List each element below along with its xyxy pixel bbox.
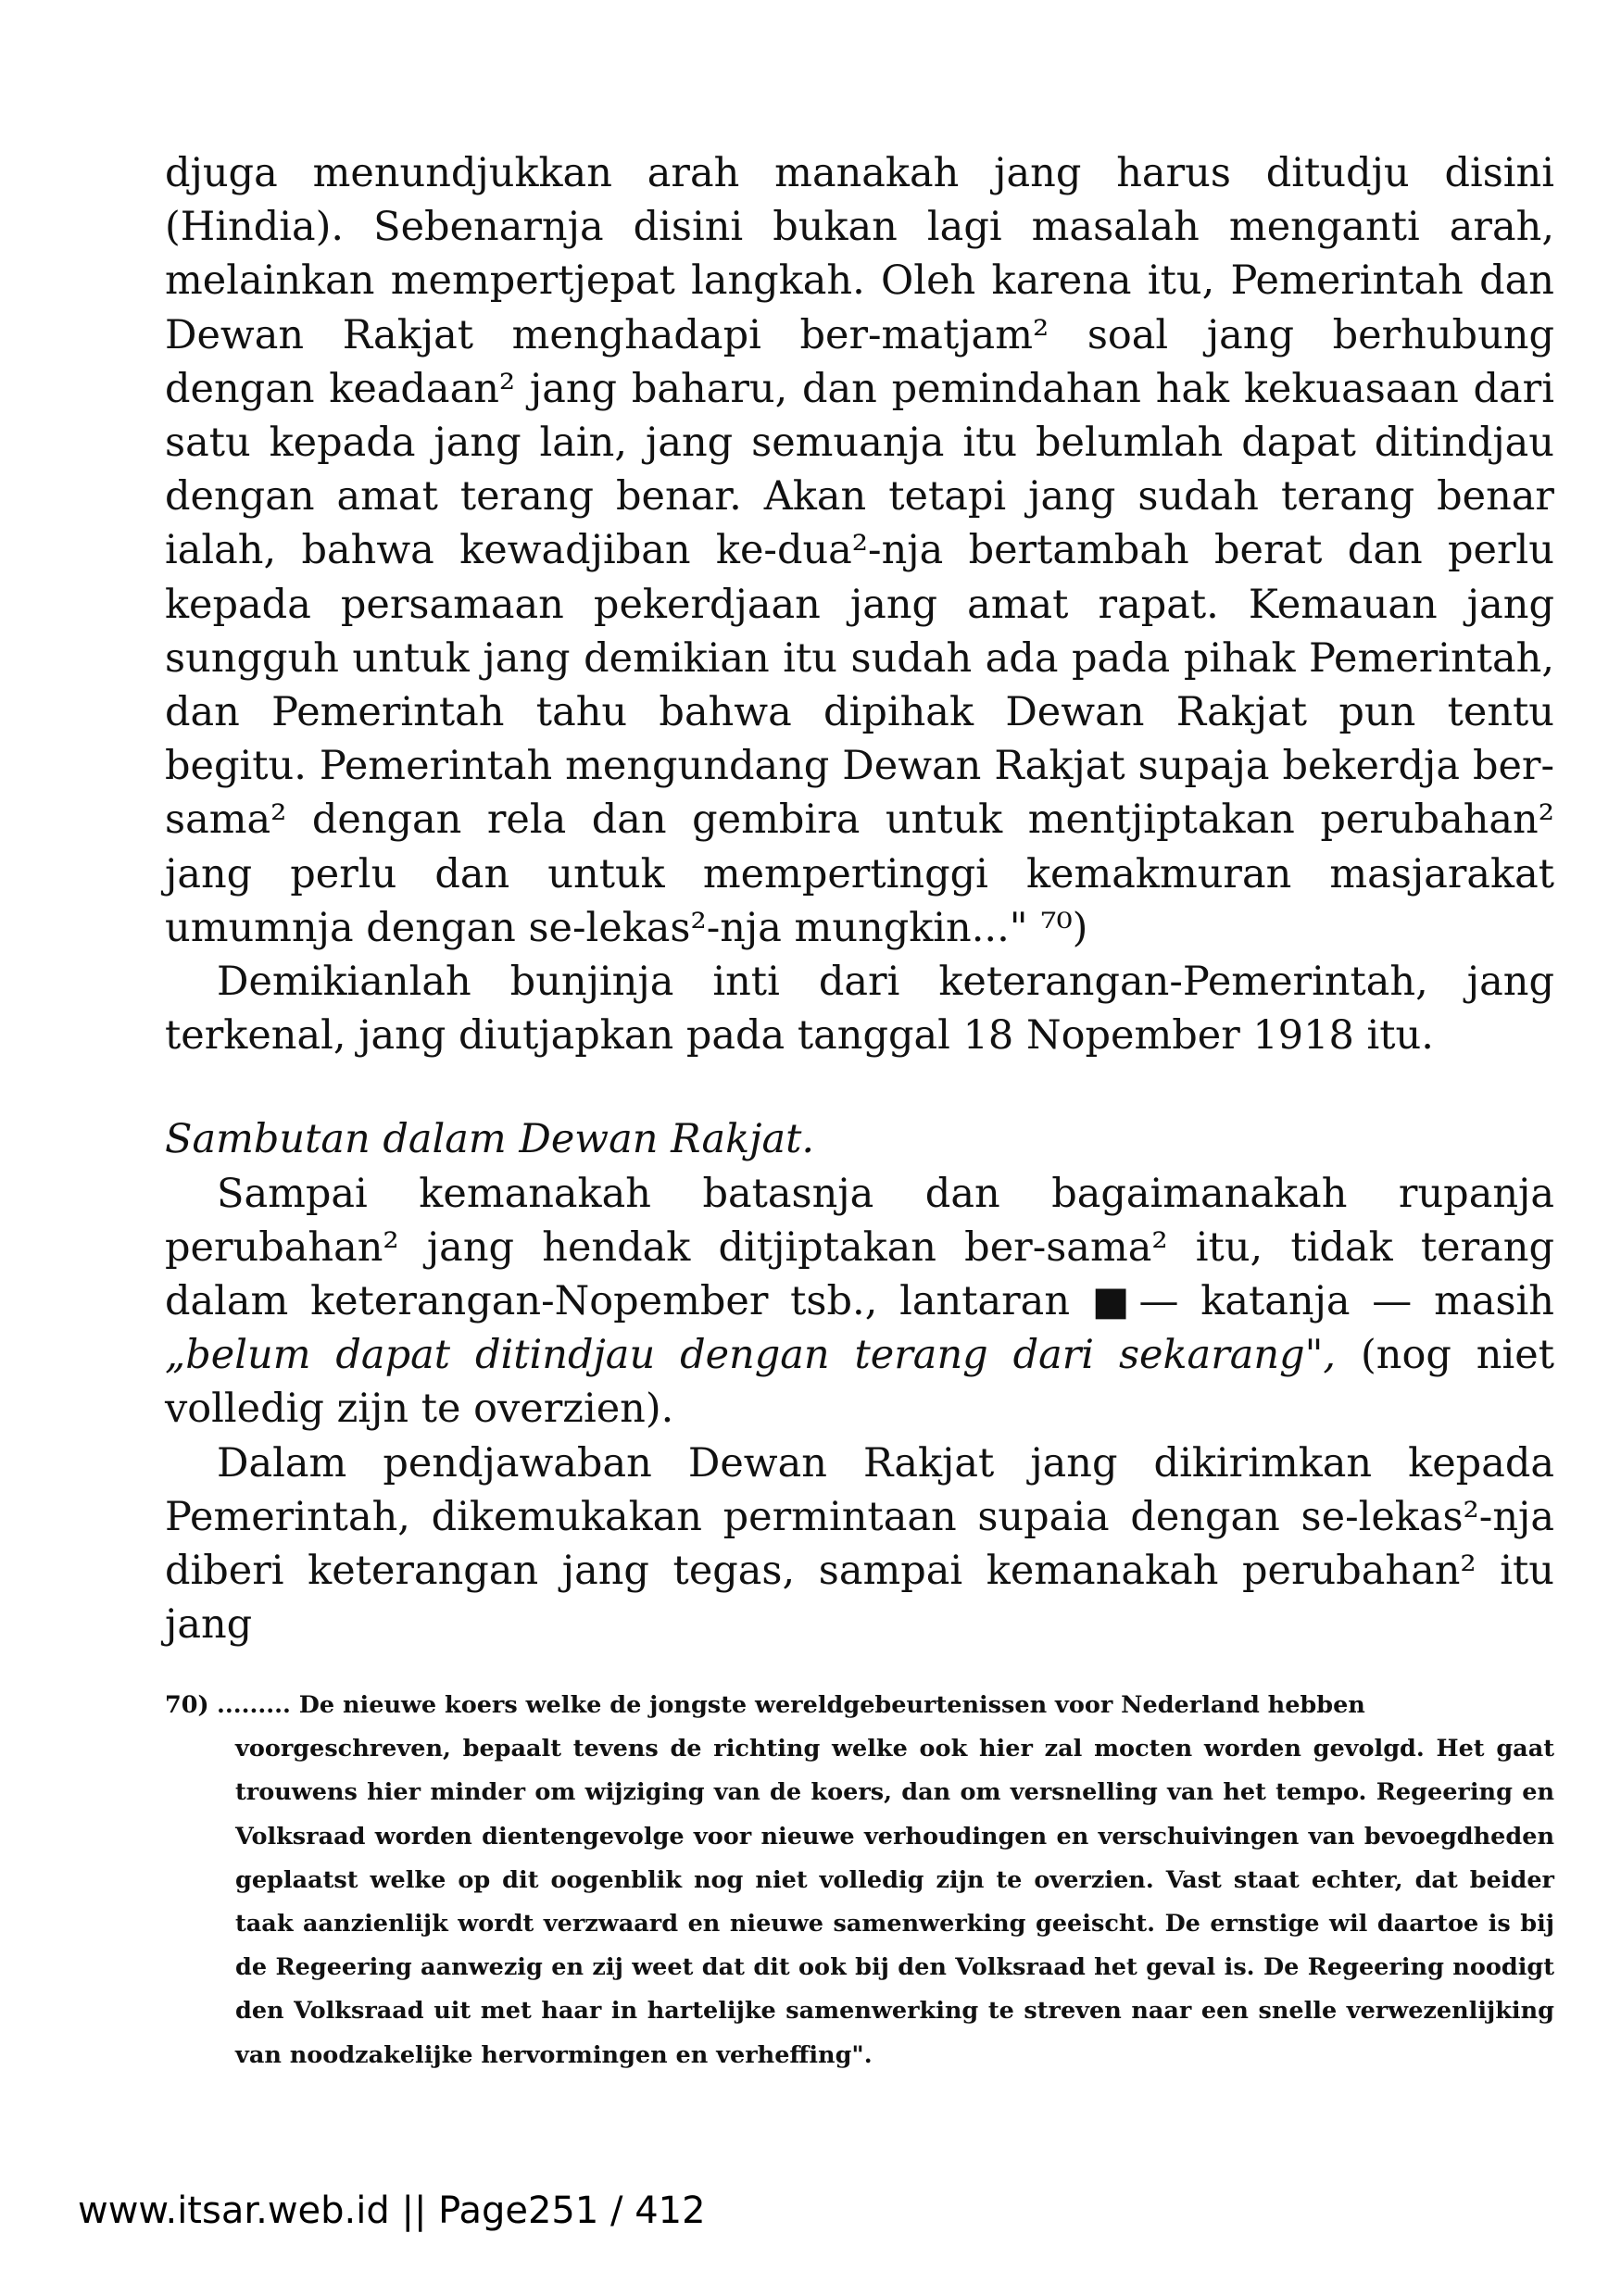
footnote-number: 70) <box>165 1691 209 1719</box>
paragraph-4: Dalam pendjawaban Dewan Rakjat jang dikirimkan kepada Pemerintah, dikemukakan permintaan supaia dengan se-lekas²-nja diberi keterangan jang tegas, sampai kemanakah perubahan² itu jang <box>165 1439 1554 1649</box>
section-subheading: Sambutan dalam Dewan Rakjat. <box>165 1116 815 1163</box>
page-footer: www.itsar.web.id || Page251 / 412 <box>78 2189 706 2232</box>
footnote-body: voorgeschreven, bepaalt tevens de richting welke ook hier zal mocten worden gevolgd. Het gaat trouwens hier minder om wijziging van de koers, dan om versnelling van het tempo. Regeering en Volksraad worden dientengevolge voor nieuwe verhoudingen en verschuivingen van bevoegdheden geplaatst welke op dit oogenblik nog niet volledig zijn te overzien. Vast staat echter, dat beider taak aanzienlijk wordt verzwaard en nieuwe samenwerking geeischt. De ernstige wil daartoe is bij de Regeering aanwezig en zij weet dat dit ook bij den Volksraad het geval is. De Regeering noodigt den Volksraad uit met haar in hartelijke samenwerking te streven naar een snelle verwezenlijking van noodzakelijke hervormingen en verheffing". <box>235 1735 1554 2069</box>
paragraph-3-italic-quote: „belum dapat ditindjau dengan terang dari sekarang", <box>165 1332 1337 1379</box>
paragraph-3 <box>165 1167 1554 1437</box>
footnote-first-line-text: ......... De nieuwe koers welke de jongste wereldgebeurtenissen voor Nederland hebben <box>217 1691 1365 1719</box>
footnote-first-line <box>165 1684 1554 1727</box>
footnote-block <box>165 1684 1554 2077</box>
main-text <box>165 146 1554 1651</box>
paragraph-1: djuga menundjukkan arah manakah jang harus ditudju disini (Hindia). Sebenarnja disini bukan lagi masalah menganti arah, melainkan mempertjepat langkah. Oleh karena itu, Pemerintah dan Dewan Rakjat menghadapi ber-matjam² soal jang berhubung dengan keadaan² jang baharu, dan pemindahan hak kekuasaan dari satu kepada jang lain, jang semuanja itu belumlah dapat ditindjau dengan amat terang benar. Akan tetapi jang sudah terang benar ialah, bahwa kewadjiban ke-dua²-nja bertambah berat dan perlu kepada persamaan pekerdjaan jang amat rapat. Kemauan jang sungguh untuk jang demikian itu sudah ada pada pihak Pemerintah, dan Pemerintah tahu bahwa dipihak Dewan Rakjat pun tentu begitu. Pemerintah mengundang Dewan Rakjat supaja bekerdja ber-sama² dengan rela dan gembira untuk mentjiptakan perubahan² jang perlu dan untuk mempertinggi kemakmuran masjarakat umumnja dengan se-lekas²-nja mungkin..." ⁷⁰) <box>165 150 1554 951</box>
paragraph-2: Demikianlah bunjinja inti dari keterangan-Pemerintah, jang terkenal, jang diutjapkan pada tanggal 18 Nopember 1918 itu. <box>165 959 1554 1060</box>
paragraph-3-part-b: (nog niet volledig zijn te overzien). <box>165 1332 1554 1433</box>
paragraph-3-part-a: Sampai kemanakah batasnja dan bagaimanakah rupanja perubahan² jang hendak ditjiptakan ber-sama² itu, tidak terang dalam keterangan-Nopember tsb., lantaran ■— katanja — masih <box>165 1170 1554 1325</box>
